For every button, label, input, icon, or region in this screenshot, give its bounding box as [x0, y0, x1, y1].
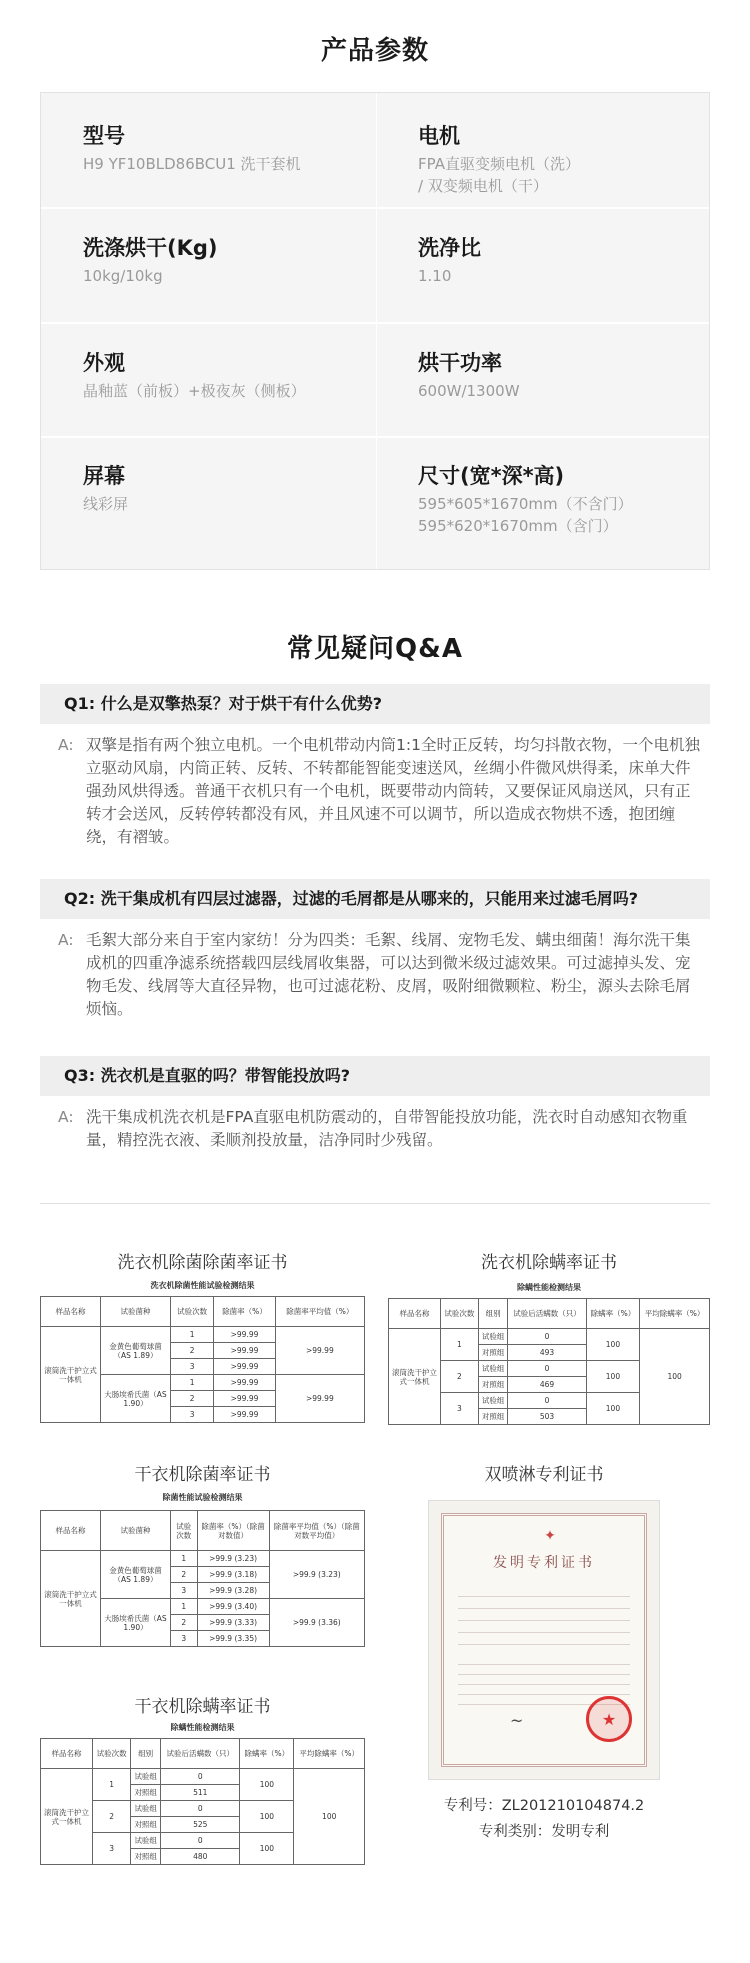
table-cell: 试验组	[131, 1833, 161, 1849]
table-cell: >99.99	[214, 1375, 275, 1391]
table-header: 试验次数	[441, 1299, 479, 1329]
table-header: 试验后活螨数（只）	[161, 1739, 240, 1769]
table-cell: >99.99	[214, 1407, 275, 1423]
spec-value: / 双变频电机（干）	[418, 177, 548, 195]
patent-certificate-image	[428, 1500, 660, 1780]
spec-size	[376, 461, 711, 537]
table-cell: 0	[508, 1329, 586, 1345]
spec-label: 烘干功率	[418, 351, 502, 375]
spec-screen	[41, 461, 376, 515]
table-cell: 0	[161, 1833, 240, 1849]
spec-label: 洗净比	[418, 236, 481, 260]
table-cell: >99.9 (3.18)	[197, 1567, 269, 1583]
spec-capacity	[41, 233, 376, 287]
text-line	[458, 1596, 630, 1597]
table-header: 组别	[478, 1299, 508, 1329]
table-cell: 0	[161, 1769, 240, 1785]
table-header: 平均除螨率（%）	[640, 1299, 710, 1329]
table-cell: 2	[171, 1343, 214, 1359]
table-header: 除菌率平均值（%）	[275, 1297, 364, 1327]
table-cell: 3	[441, 1393, 479, 1425]
spec-value: 595*605*1670mm（不含门）	[418, 495, 633, 513]
table-cell: 493	[508, 1345, 586, 1361]
table-cell: 480	[161, 1849, 240, 1865]
grid-divider	[41, 322, 709, 324]
table-cell: 469	[508, 1377, 586, 1393]
table-cell: 100	[586, 1361, 640, 1393]
table-header: 平均除螨率（%）	[294, 1739, 365, 1769]
spec-model	[41, 121, 376, 175]
strain: 金黄色葡萄球菌（AS 1.89）	[101, 1327, 171, 1375]
table-cell: 100	[640, 1329, 710, 1425]
table-cell: 100	[240, 1769, 294, 1801]
table-cell: 试验组	[478, 1393, 508, 1409]
patent-number: 专利号：ZL201210104874.2	[443, 1798, 645, 1814]
table-header: 样品名称	[41, 1511, 101, 1551]
answer-1	[58, 734, 704, 849]
spec-value: 1.10	[418, 267, 452, 285]
grid-divider	[41, 207, 709, 209]
answer-3	[58, 1106, 704, 1152]
table-cell: 100	[586, 1393, 640, 1425]
table-header: 除螨率（%）	[240, 1739, 294, 1769]
table-cell: 100	[586, 1329, 640, 1361]
table-cell: 1	[171, 1599, 198, 1615]
cert-table-dry-bacteria	[40, 1510, 365, 1647]
text-line	[458, 1632, 630, 1633]
table-cell: 3	[171, 1631, 198, 1647]
specs-title: 产品参数	[320, 36, 429, 66]
table-cell: 0	[508, 1393, 586, 1409]
table-cell: 对照组	[478, 1377, 508, 1393]
table-cell: 对照组	[131, 1849, 161, 1865]
text-line	[458, 1608, 630, 1609]
spec-label: 型号	[83, 124, 125, 148]
table-cell: 1	[171, 1327, 214, 1343]
table-header: 试验后活螨数（只）	[508, 1299, 586, 1329]
table-cell: 试验组	[478, 1361, 508, 1377]
table-cell: >99.9 (3.28)	[197, 1583, 269, 1599]
table-header: 试验次数	[171, 1511, 198, 1551]
table-header: 除菌率平均值（%）（除菌对数平均值）	[269, 1511, 364, 1551]
table-cell: 511	[161, 1785, 240, 1801]
table-cell: 503	[508, 1409, 586, 1425]
table-cell: 2	[171, 1391, 214, 1407]
text-line	[458, 1644, 630, 1645]
answer-prefix: A:	[58, 736, 74, 754]
table-header: 样品名称	[41, 1739, 93, 1769]
table-cell: 0	[508, 1361, 586, 1377]
text-line	[458, 1684, 630, 1685]
spec-value: 595*620*1670mm（含门）	[418, 517, 618, 535]
answer-text: 洗干集成机洗衣机是FPA直驱电机防震动的，自带智能投放功能，洗衣时自动感知衣物重量，精控洗衣液、柔顺剂投放量，洁净同时少残留。	[86, 1108, 688, 1149]
cert-subtitle: 洗衣机除菌性能试验检测结果	[150, 1281, 255, 1290]
spec-label: 尺寸(宽*深*高)	[418, 464, 565, 488]
table-cell: >99.9 (3.33)	[197, 1615, 269, 1631]
sample-name: 滚筒洗干护立式一体机	[41, 1327, 101, 1423]
question-2: Q2: 洗干集成机有四层过滤器，过滤的毛屑都是从哪来的，只能用来过滤毛屑吗?	[40, 879, 710, 919]
table-cell: 对照组	[478, 1409, 508, 1425]
answer-text: 毛絮大部分来自于室内家纺！分为四类：毛絮、线屑、宠物毛发、螨虫细菌！海尔洗干集成机的四重净滤系统搭载四层线屑收集器，可以达到微米级过滤效果。可过滤掉头发、宠物毛发、线屑等大直径异物，也可过滤花粉、皮屑，吸附细微颗粒、粉尘，源头去除毛屑烦恼。	[86, 931, 691, 1018]
official-seal-icon	[586, 1696, 632, 1742]
cert-title: 洗衣机除菌除菌率证书	[117, 1253, 288, 1273]
spec-value: 晶釉蓝（前板）+极夜灰（侧板）	[83, 382, 306, 400]
table-header: 样品名称	[41, 1297, 101, 1327]
spec-value: 600W/1300W	[418, 382, 520, 400]
table-cell: 对照组	[478, 1345, 508, 1361]
table-cell: 100	[294, 1769, 365, 1865]
strain: 大肠埃希氏菌（AS 1.90）	[101, 1375, 171, 1423]
table-header: 试验次数	[171, 1297, 214, 1327]
table-header: 试验次数	[93, 1739, 131, 1769]
table-cell: 2	[171, 1567, 198, 1583]
question-1: Q1: 什么是双擎热泵？对于烘干有什么优势?	[40, 684, 710, 724]
spec-value: FPA直驱变频电机（洗）	[418, 155, 580, 173]
spec-dry-power	[376, 348, 711, 402]
table-cell: 3	[171, 1407, 214, 1423]
cert-table-dry-mite	[40, 1738, 365, 1865]
strain: 大肠埃希氏菌（AS 1.90）	[101, 1599, 171, 1647]
table-cell: 对照组	[131, 1785, 161, 1801]
table-cell: 3	[93, 1833, 131, 1865]
text-line	[458, 1620, 630, 1621]
table-cell: >99.99	[214, 1343, 275, 1359]
table-cell: 试验组	[478, 1329, 508, 1345]
cert-title: 干衣机除菌率证书	[134, 1465, 271, 1485]
question-3: Q3: 洗衣机是直驱的吗？带智能投放吗?	[40, 1056, 710, 1096]
text-line	[458, 1694, 630, 1695]
table-header: 样品名称	[389, 1299, 441, 1329]
signature-icon: ~	[510, 1711, 524, 1730]
answer-prefix: A:	[58, 1108, 74, 1126]
table-cell: >99.99	[214, 1391, 275, 1407]
table-cell: >99.9 (3.35)	[197, 1631, 269, 1647]
cert-table-wash-bacteria	[40, 1296, 365, 1423]
table-cell: >99.99	[275, 1327, 364, 1375]
table-header: 试验菌种	[101, 1511, 171, 1551]
patent-heading: 发明专利证书	[493, 1555, 595, 1571]
table-cell: 1	[171, 1375, 214, 1391]
patent-category: 专利类别：发明专利	[478, 1824, 610, 1840]
table-cell: >99.9 (3.23)	[197, 1551, 269, 1567]
cert-table-wash-mite	[388, 1298, 710, 1425]
grid-divider	[41, 436, 709, 438]
qa-title: 常见疑问Q&A	[287, 634, 463, 664]
spec-value: 线彩屏	[83, 495, 129, 513]
table-cell: >99.9 (3.36)	[269, 1599, 364, 1647]
table-cell: 试验组	[131, 1801, 161, 1817]
cert-title: 干衣机除螨率证书	[134, 1697, 271, 1717]
table-cell: 525	[161, 1817, 240, 1833]
section-divider	[40, 1203, 710, 1204]
table-header: 除菌率（%）	[214, 1297, 275, 1327]
answer-prefix: A:	[58, 931, 74, 949]
patent-frame	[441, 1513, 647, 1767]
spec-wash-ratio	[376, 233, 711, 287]
table-cell: 3	[171, 1583, 198, 1599]
cert-title: 双喷淋专利证书	[484, 1465, 604, 1485]
table-cell: >99.99	[275, 1375, 364, 1423]
sample-name: 滚筒洗干护立式一体机	[41, 1551, 101, 1647]
table-cell: >99.9 (3.23)	[269, 1551, 364, 1599]
sample-name: 滚筒洗干护立式一体机	[389, 1329, 441, 1425]
table-header: 除菌率（%）（除菌对数值）	[197, 1511, 269, 1551]
answer-2	[58, 929, 704, 1021]
spec-grid	[40, 92, 710, 570]
table-header: 试验菌种	[101, 1297, 171, 1327]
table-cell: 100	[240, 1833, 294, 1865]
text-line	[458, 1674, 630, 1675]
cert-subtitle: 除菌性能试验检测结果	[162, 1493, 243, 1502]
table-cell: 100	[240, 1801, 294, 1833]
spec-label: 外观	[83, 351, 125, 375]
table-cell: 0	[161, 1801, 240, 1817]
cert-subtitle: 除螨性能检测结果	[517, 1283, 581, 1292]
cert-subtitle: 除螨性能检测结果	[170, 1723, 235, 1732]
table-cell: 试验组	[131, 1769, 161, 1785]
spec-label: 洗涤烘干(Kg)	[83, 236, 218, 260]
table-cell: >99.99	[214, 1359, 275, 1375]
table-cell: 3	[171, 1359, 214, 1375]
spec-value: 10kg/10kg	[83, 267, 163, 285]
table-cell: 1	[441, 1329, 479, 1361]
spec-appearance	[41, 348, 376, 402]
table-header: 组别	[131, 1739, 161, 1769]
spec-value: H9 YF10BLD86BCU1 洗干套机	[83, 155, 301, 173]
table-cell: 2	[171, 1615, 198, 1631]
text-line	[458, 1664, 630, 1665]
spec-label: 屏幕	[83, 464, 125, 488]
strain: 金黄色葡萄球菌（AS 1.89）	[101, 1551, 171, 1599]
answer-text: 双擎是指有两个独立电机。一个电机带动内筒1:1全时正反转，均匀抖散衣物，一个电机独立驱动风扇，内筒正转、反转、不转都能智能变速送风，丝绸小件微风烘得柔，床单大件强劲风烘得透。普通干衣机只有一个电机，既要带动内筒转，又要保证风扇送风，只有正转才会送风，反转停转都没有风，并且风速不可以调节，所以造成衣物烘不透，抱团缠绕，有褶皱。	[86, 736, 700, 846]
cert-title: 洗衣机除螨率证书	[481, 1253, 617, 1273]
table-cell: 1	[171, 1551, 198, 1567]
emblem-icon: ✦	[544, 1528, 556, 1544]
table-cell: >99.99	[214, 1327, 275, 1343]
table-cell: >99.9 (3.40)	[197, 1599, 269, 1615]
spec-label: 电机	[418, 124, 460, 148]
table-cell: 对照组	[131, 1817, 161, 1833]
sample-name: 滚筒洗干护立式一体机	[41, 1769, 93, 1865]
spec-motor	[376, 121, 711, 197]
table-cell: 1	[93, 1769, 131, 1801]
table-cell: 2	[93, 1801, 131, 1833]
table-cell: 2	[441, 1361, 479, 1393]
table-header: 除螨率（%）	[586, 1299, 640, 1329]
